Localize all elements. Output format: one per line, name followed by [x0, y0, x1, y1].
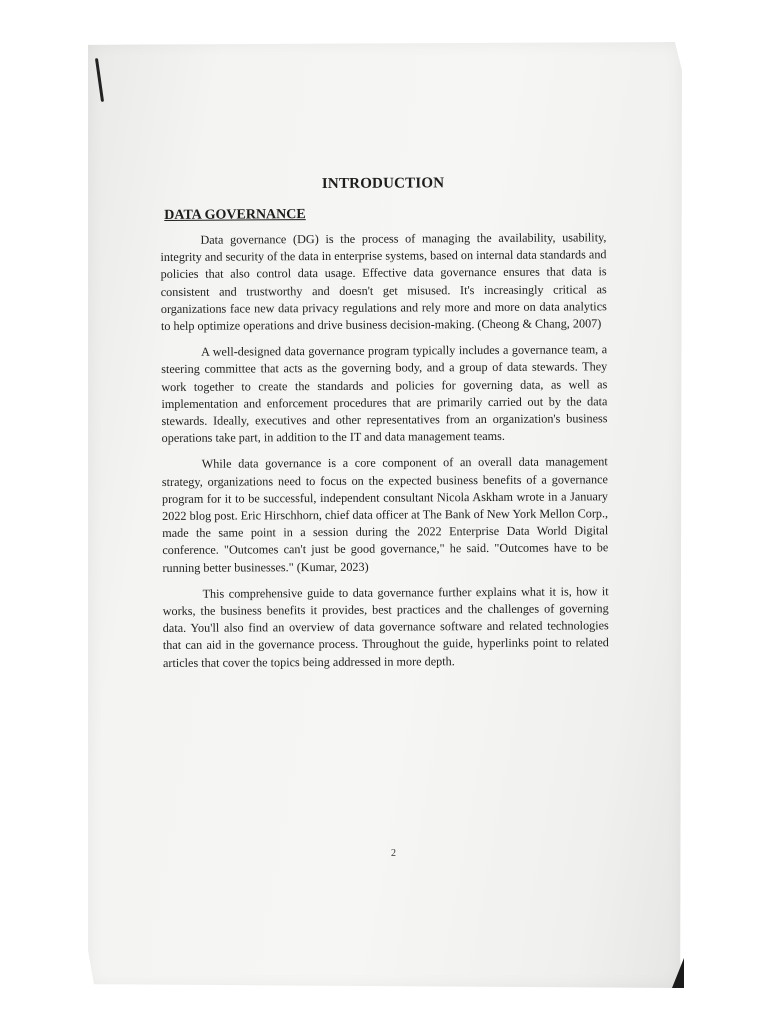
paragraph-3: While data governance is a core component of an overall data management strategy, organizations need to focus on the expected business benefits of a governance program for it to be successful, independent consultant Nicola Askham wrote in a January 2022 blog post. Eric Hirschhorn, chief data officer at The Bank of New York Mellon Corp., made the same point in a session during the 2022 Enterprise Data World Digital conference. "Outcomes can't just be good governance," he said. "Outcomes have to be running better businesses." (Kumar, 2023)	[161, 454, 609, 575]
paragraph-4: This comprehensive guide to data governance further explains what it is, how it works, the business benefits it provides, best practices and the challenges of governing data. You'll also find an overview of data governance software and related technologies that can aid in the governance process. Throughout the guide, hyperlinks point to related articles that cover the topics being addressed in more depth.	[162, 584, 609, 670]
page-title: INTRODUCTION	[321, 175, 445, 193]
section-heading: DATA GOVERNANCE	[164, 207, 306, 223]
page-number: 2	[391, 848, 396, 859]
document-body	[160, 169, 609, 681]
paragraph-1: Data governance (DG) is the process of managing the availability, usability, integrity and security of the data in enterprise systems, based on internal data standards and policies that also control data usage. Effective data governance ensures that data is consistent and trustworthy and doesn't get misused. It's increasingly critical as organizations face new data privacy regulations and rely more and more on data analytics to help optimize operations and drive business decision-making. (Cheong & Chang, 2007)	[160, 230, 607, 334]
paragraph-2: A well-designed data governance program typically includes a governance team, a steering committee that acts as the governing body, and a group of data stewards. They work together to create the standards and policies for governing data, as well as implementation and enforcement procedures that are primarily carried out by the data stewards. Ideally, executives and other representatives from an organization's business operations take part, in addition to the IT and data management teams.	[161, 342, 608, 446]
